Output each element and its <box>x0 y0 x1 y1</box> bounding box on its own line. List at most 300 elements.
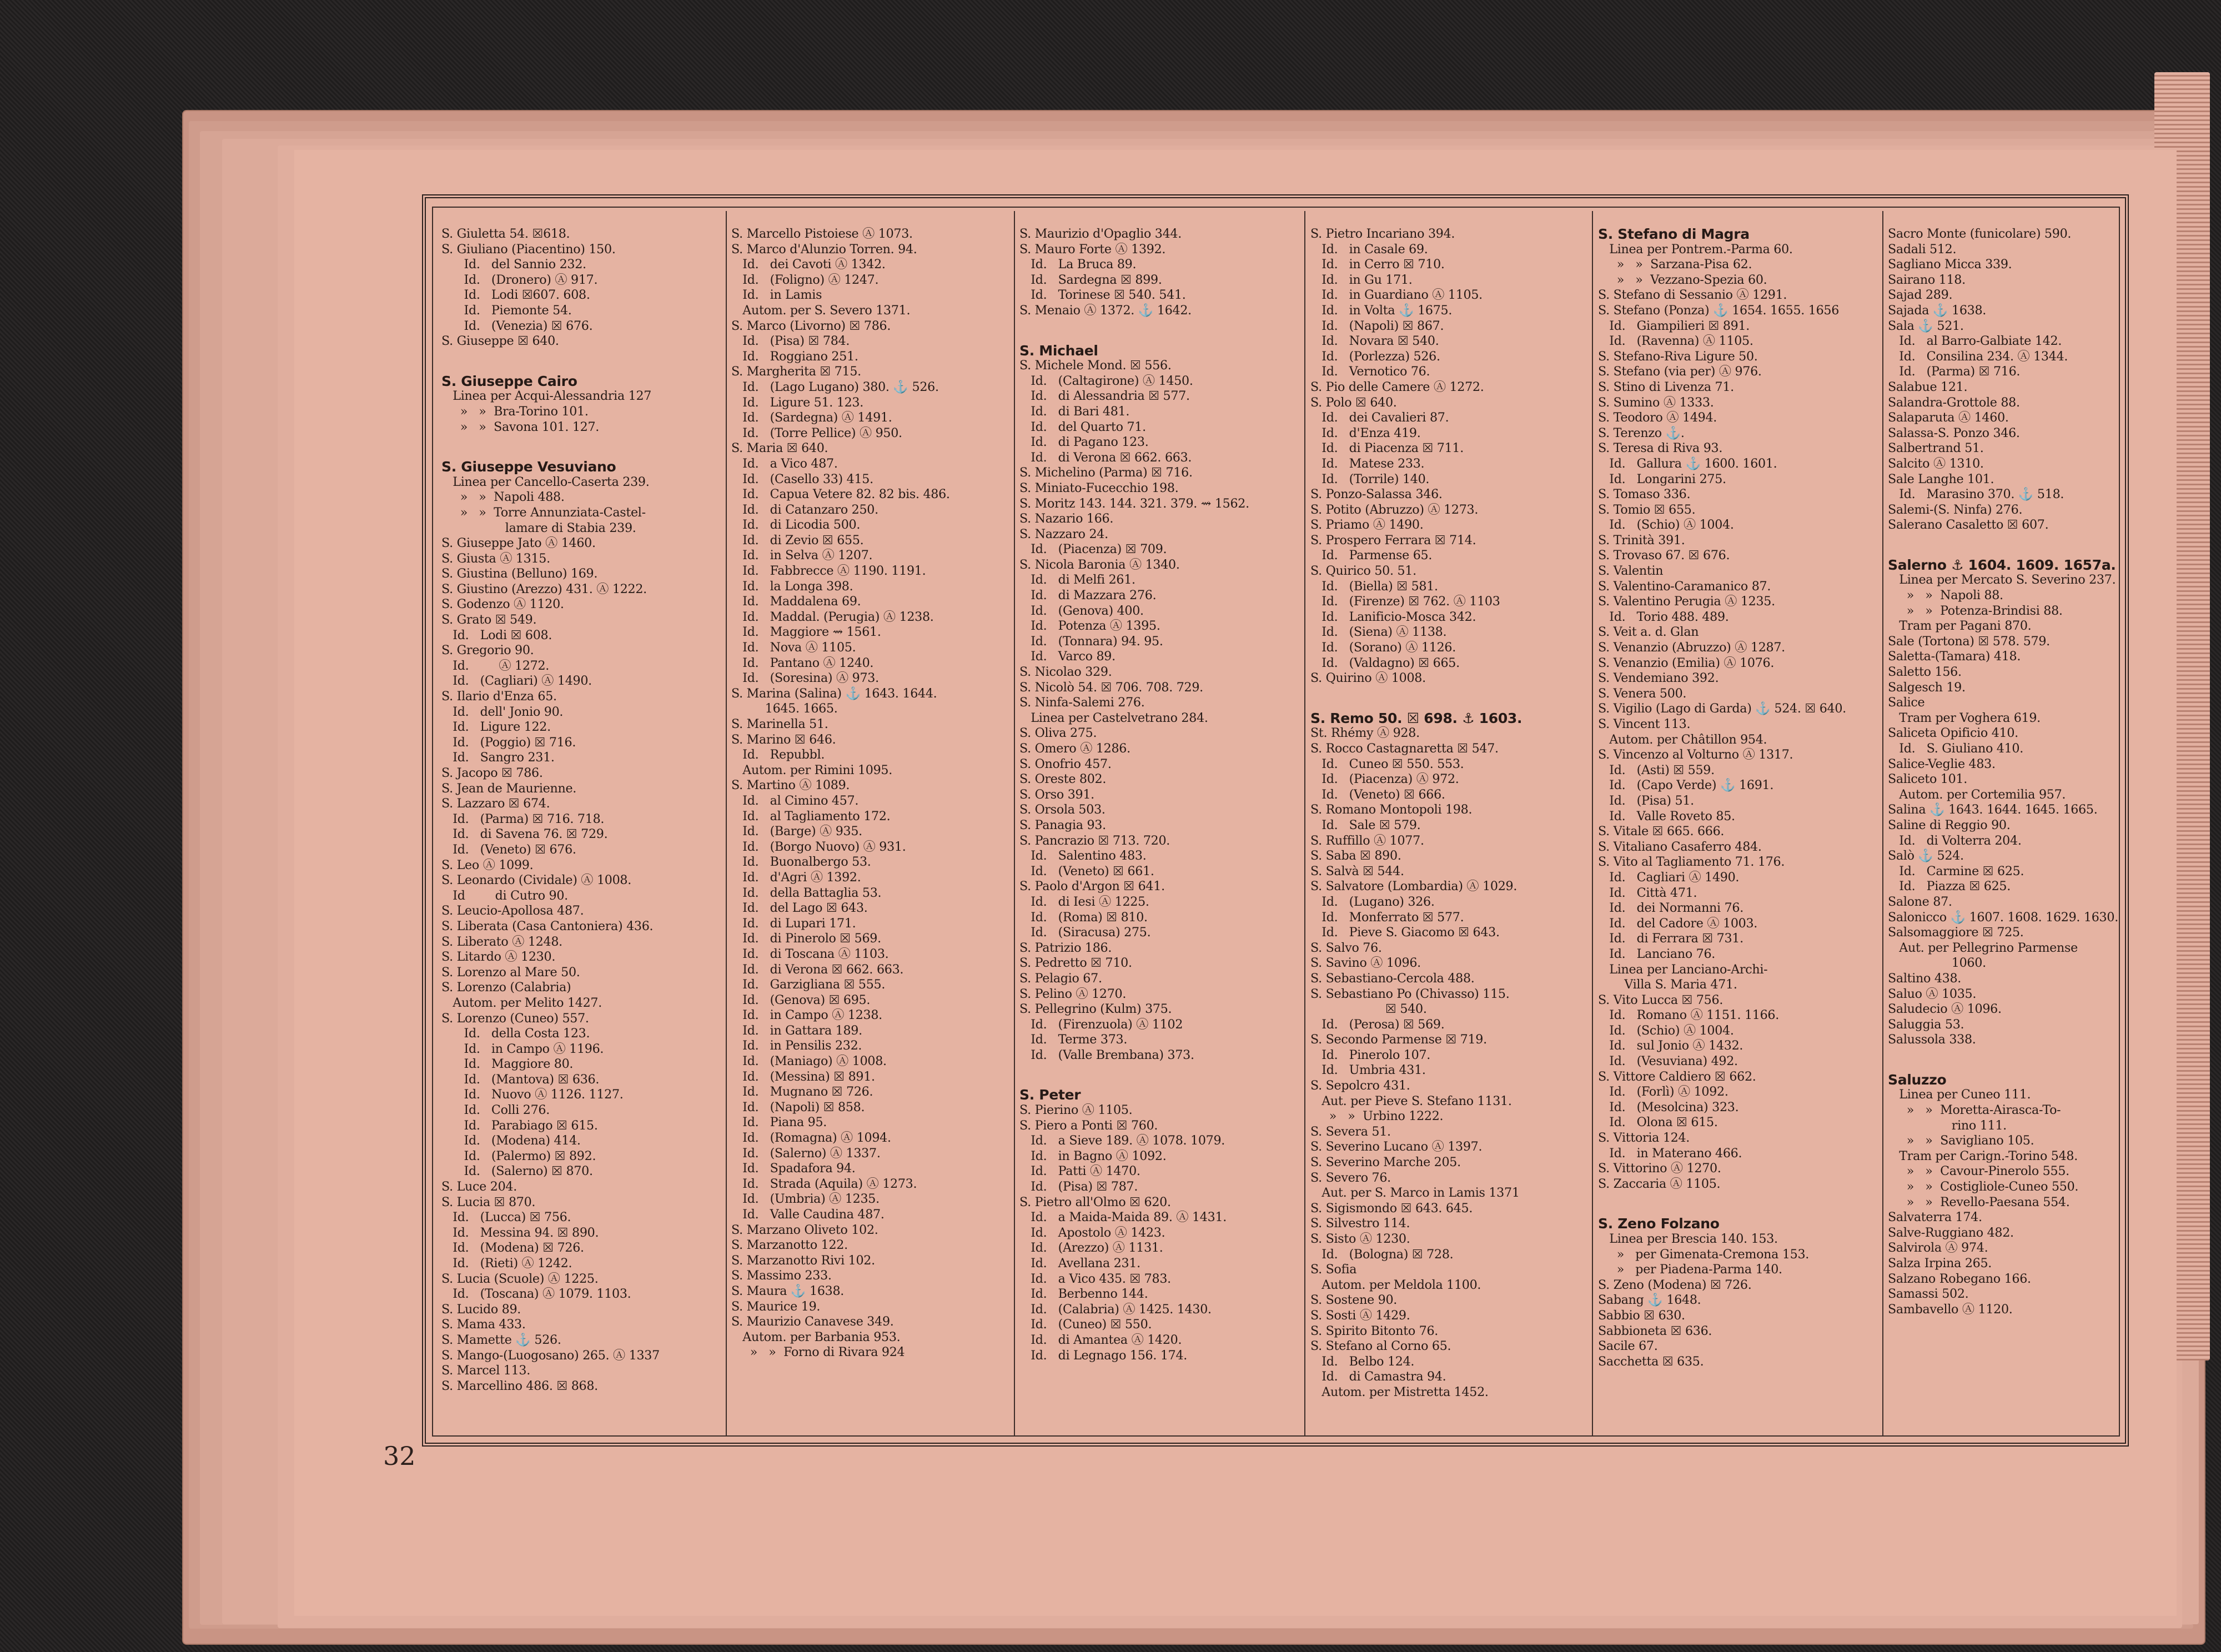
index-entry: Id. (Veneto) ☒ 676. <box>441 842 576 857</box>
index-entry: S. Lazzaro ☒ 674. <box>441 796 550 811</box>
index-entry: Id. Matese 233. <box>1310 456 1425 471</box>
index-entry: S. Michelino (Parma) ☒ 716. <box>1019 465 1193 480</box>
index-entry: Id. (Dronero) Ⓐ 917. <box>441 272 598 287</box>
index-entry: S. Panagia 93. <box>1019 817 1106 832</box>
index-entry: S. Giuseppe Jato Ⓐ 1460. <box>441 536 596 551</box>
index-entry: S. Stefano (Ponza) ⚓ 1654. 1655. 1656 <box>1598 303 1840 318</box>
index-entry: Id. Fabbrecce Ⓐ 1190. 1191. <box>731 564 926 579</box>
index-entry: Id. (Vesuviana) 492. <box>1598 1054 1738 1069</box>
index-entry: Id. Piana 95. <box>731 1115 827 1130</box>
index-entry: Id. in Pensilis 232. <box>731 1038 862 1053</box>
index-entry: Salò ⚓ 524. <box>1888 848 1964 863</box>
section-spacer <box>1019 1063 1287 1087</box>
index-entry: Saletto 156. <box>1888 665 1962 680</box>
index-entry: Id. Ligure 122. <box>441 720 551 735</box>
index-entry: S. Miniato-Fucecchio 198. <box>1019 480 1179 495</box>
index-entry: S. Nicolò 54. ☒ 706. 708. 729. <box>1019 680 1203 695</box>
index-entry: Id. d'Enza 419. <box>1310 425 1421 440</box>
index-entry: Id. (Lucca) ☒ 756. <box>441 1210 571 1225</box>
index-entry: S. Sosti Ⓐ 1429. <box>1310 1308 1410 1323</box>
index-entry: Id. di Verona ☒ 662. 663. <box>1019 450 1192 465</box>
index-entry: S. Saba ☒ 890. <box>1310 848 1401 863</box>
index-entry: ☒ 540. <box>1310 1002 1427 1017</box>
index-entry: Id. (Roma) ☒ 810. <box>1019 910 1148 925</box>
index-entry: S. Mama 433. <box>441 1317 526 1332</box>
index-entry: Sadali 512. <box>1888 242 1957 257</box>
index-entry: Id. Ligure 51. 123. <box>731 395 863 410</box>
index-entry: » » Savigliano 105. <box>1888 1133 2034 1148</box>
index-column-2 <box>731 227 999 1437</box>
index-entry: S. Trovaso 67. ☒ 676. <box>1598 548 1730 563</box>
index-entry: Id. Marasino 370. ⚓ 518. <box>1888 487 2064 502</box>
index-entry: Id. (Salerno) ☒ 870. <box>441 1164 593 1179</box>
index-entry: Saliceta Opificio 410. <box>1888 726 2018 741</box>
index-entry: Id. di Bari 481. <box>1019 404 1130 419</box>
index-entry: » » Napoli 88. <box>1888 588 2003 603</box>
index-entry: Tram per Pagani 870. <box>1888 619 2032 634</box>
index-entry: Id. (Piacenza) ☒ 709. <box>1019 542 1167 557</box>
index-entry: Id. Potenza Ⓐ 1395. <box>1019 619 1160 634</box>
index-entry: Salvaterra 174. <box>1888 1210 1982 1225</box>
index-entry: S. Marzanotto 122. <box>731 1238 848 1253</box>
index-column-6 <box>1888 227 2155 1437</box>
index-entry: S. Polo ☒ 640. <box>1310 395 1397 410</box>
section-spacer <box>1888 533 2155 558</box>
index-entry: Id. Belbo 124. <box>1310 1354 1415 1369</box>
index-entry: Autom. per Meldola 1100. <box>1310 1277 1481 1292</box>
index-entry: S. Ruffillo Ⓐ 1077. <box>1310 833 1424 848</box>
index-entry: Id. (Schio) Ⓐ 1004. <box>1598 518 1734 533</box>
index-entry: Samassi 502. <box>1888 1287 1969 1302</box>
index-entry: Salzano Robegano 166. <box>1888 1271 2031 1286</box>
index-entry: Id. del Sannio 232. <box>441 257 586 272</box>
index-entry: Salgesch 19. <box>1888 680 1966 695</box>
index-entry: Id. Gallura ⚓ 1600. 1601. <box>1598 456 1777 471</box>
index-entry: Id. Lanciano 76. <box>1598 946 1716 961</box>
index-entry: Id. (Torrile) 140. <box>1310 471 1430 486</box>
index-entry: S. Leo Ⓐ 1099. <box>441 857 534 872</box>
index-entry: Linea per Pontrem.-Parma 60. <box>1598 242 1793 257</box>
index-entry: Id. (Sorano) Ⓐ 1126. <box>1310 640 1456 655</box>
index-entry: S. Vincenzo al Volturno Ⓐ 1317. <box>1598 747 1793 762</box>
index-entry: Id. Lanificio-Mosca 342. <box>1310 609 1476 624</box>
index-entry: Id. dei Normanni 76. <box>1598 901 1743 916</box>
index-entry: S. Nicolao 329. <box>1019 665 1112 680</box>
index-entry: Id. (Casello 33) 415. <box>731 471 873 486</box>
index-entry: S. Priamo Ⓐ 1490. <box>1310 518 1424 533</box>
index-entry: S. Quirico 50. 51. <box>1310 564 1416 579</box>
index-entry: Id. Repubbl. <box>731 747 825 762</box>
index-entry: Id. in Materano 466. <box>1598 1146 1742 1161</box>
index-entry: Id. Nuovo Ⓐ 1126. 1127. <box>441 1087 624 1102</box>
index-entry: S. Pelino Ⓐ 1270. <box>1019 986 1127 1001</box>
index-heading: Salerno ⚓ 1604. 1609. 1657a. <box>1888 556 2116 573</box>
index-entry: S. Margherita ☒ 715. <box>731 364 861 379</box>
index-entry: S. Quirino Ⓐ 1008. <box>1310 671 1426 686</box>
index-entry: Id. Maddalena 69. <box>731 594 861 609</box>
index-entry: S. Marcel 113. <box>441 1363 530 1378</box>
index-entry: S. Godenzo Ⓐ 1120. <box>441 597 564 612</box>
index-entry: Id. Parmense 65. <box>1310 548 1433 563</box>
index-entry: Sale Langhe 101. <box>1888 471 1994 486</box>
index-entry: Id. Pantano Ⓐ 1240. <box>731 655 874 670</box>
index-entry: S. Vito Lucca ☒ 756. <box>1598 992 1723 1007</box>
index-entry: Id. (Porlezza) 526. <box>1310 349 1440 364</box>
index-entry: Id di Cutro 90. <box>441 888 568 903</box>
section-spacer <box>1019 319 1287 343</box>
index-entry: Id. (Siena) Ⓐ 1138. <box>1310 625 1447 640</box>
index-entry: » » Urbino 1222. <box>1310 1109 1444 1124</box>
index-entry: Id. in Campo Ⓐ 1238. <box>731 1008 882 1023</box>
index-entry: Aut. per Pieve S. Stefano 1131. <box>1310 1093 1512 1108</box>
index-entry: Salone 87. <box>1888 894 1952 909</box>
index-entry: Id. Nova Ⓐ 1105. <box>731 640 856 655</box>
index-entry: Id. Apostolo Ⓐ 1423. <box>1019 1225 1165 1240</box>
index-entry: S. Sofia <box>1310 1262 1357 1277</box>
index-entry: Id. Parabiago ☒ 615. <box>441 1118 598 1133</box>
index-entry: » » Cavour-Pinerolo 555. <box>1888 1164 2069 1179</box>
index-entry: Id. Valle Caudina 487. <box>731 1207 885 1222</box>
index-entry: Linea per Acqui-Alessandria 127 <box>441 389 652 404</box>
index-entry: Autom. per Mistretta 1452. <box>1310 1384 1489 1399</box>
index-entry: Id. del Cadore Ⓐ 1003. <box>1598 916 1758 931</box>
index-entry: S. Piero a Ponti ☒ 760. <box>1019 1118 1158 1133</box>
index-entry: Id. Capua Vetere 82. 82 bis. 486. <box>731 487 950 502</box>
index-entry: S. Teresa di Riva 93. <box>1598 441 1723 456</box>
index-entry: Id. del Lago ☒ 643. <box>731 901 868 916</box>
index-entry: Id. La Bruca 89. <box>1019 257 1137 272</box>
index-entry: S. Lucia ☒ 870. <box>441 1194 536 1209</box>
index-entry: Id. Berbenno 144. <box>1019 1287 1148 1302</box>
index-entry: S. Sepolcro 431. <box>1310 1078 1410 1093</box>
index-entry: S. Stefano al Corno 65. <box>1310 1339 1451 1354</box>
index-entry: Sajada ⚓ 1638. <box>1888 303 1987 318</box>
index-entry: Id. Cuneo ☒ 550. 553. <box>1310 756 1464 771</box>
index-entry: Id. (Palermo) ☒ 892. <box>441 1148 596 1163</box>
index-entry: S. Pio delle Camere Ⓐ 1272. <box>1310 379 1484 394</box>
index-entry: S. Stefano (via per) Ⓐ 976. <box>1598 364 1762 379</box>
index-entry: S. Valentino Perugia Ⓐ 1235. <box>1598 594 1775 609</box>
index-entry: S. Nazario 166. <box>1019 511 1114 526</box>
index-entry: Sabbioneta ☒ 636. <box>1598 1323 1712 1338</box>
index-entry: S. Mango-(Luogosano) 265. Ⓐ 1337 <box>441 1348 660 1363</box>
index-entry: Salemi-(S. Ninfa) 276. <box>1888 502 2023 517</box>
index-entry: S. Nicola Baronia Ⓐ 1340. <box>1019 557 1180 572</box>
index-entry: Autom. per S. Severo 1371. <box>731 303 911 318</box>
index-entry: Id. Pieve S. Giacomo ☒ 643. <box>1310 925 1500 940</box>
index-entry: Id. in Casale 69. <box>1310 242 1428 257</box>
index-entry: Id. in Selva Ⓐ 1207. <box>731 548 873 563</box>
index-entry: Id. Olona ☒ 615. <box>1598 1115 1718 1130</box>
index-entry: St. Rhémy Ⓐ 928. <box>1310 726 1420 741</box>
index-entry: S. Marino ☒ 646. <box>731 732 836 747</box>
index-entry: Id. di Melfi 261. <box>1019 573 1135 588</box>
index-entry: S. Oliva 275. <box>1019 726 1097 741</box>
index-entry: Id. (Valdagno) ☒ 665. <box>1310 655 1460 670</box>
index-entry: S. Sostene 90. <box>1310 1293 1398 1308</box>
index-entry: Salina ⚓ 1643. 1644. 1645. 1665. <box>1888 802 2098 817</box>
index-entry: Id. Città 471. <box>1598 885 1697 900</box>
index-entry: Autom. per Cortemilia 957. <box>1888 787 2066 802</box>
index-entry: Id. Spadafora 94. <box>731 1161 856 1176</box>
index-entry: Tram per Voghera 619. <box>1888 710 2041 725</box>
index-entry: S. Tomio ☒ 655. <box>1598 502 1696 517</box>
index-entry: Linea per Brescia 140. 153. <box>1598 1232 1778 1246</box>
index-entry: S. Stino di Livenza 71. <box>1598 379 1734 394</box>
section-spacer <box>1310 686 1578 711</box>
index-entry: Id. (Schio) Ⓐ 1004. <box>1598 1023 1734 1038</box>
index-entry: Salandra-Grottole 88. <box>1888 395 2020 410</box>
index-entry: S. Zaccaria Ⓐ 1105. <box>1598 1176 1721 1191</box>
index-entry: Id. Garzigliana ☒ 555. <box>731 977 886 992</box>
index-heading: S. Giuseppe Vesuviano <box>441 459 616 475</box>
index-entry: Id. di Camastra 94. <box>1310 1369 1446 1384</box>
index-entry: Id. (Mesolcina) 323. <box>1598 1099 1739 1114</box>
index-entry: S. Giusta Ⓐ 1315. <box>441 551 550 566</box>
index-column-1 <box>441 227 709 1437</box>
index-entry: S. Veit a. d. Glan <box>1598 625 1699 640</box>
index-entry: Id. Patti Ⓐ 1470. <box>1019 1164 1140 1179</box>
index-entry: Id. (Sardegna) Ⓐ 1491. <box>731 410 892 425</box>
index-entry: Id. Ⓐ 1272. <box>441 658 550 673</box>
index-entry: Id. (Salerno) Ⓐ 1337. <box>731 1146 881 1161</box>
index-entry: Id. (Cuneo) ☒ 550. <box>1019 1317 1152 1332</box>
index-entry: S. Potito (Abruzzo) Ⓐ 1273. <box>1310 502 1479 517</box>
index-entry: Villa S. Maria 471. <box>1598 977 1737 992</box>
index-entry: Id. Buonalbergo 53. <box>731 855 871 870</box>
index-entry: Id. Carmine ☒ 625. <box>1888 863 2024 878</box>
index-entry: S. Pedretto ☒ 710. <box>1019 956 1132 971</box>
index-entry: Id. di Ferrara ☒ 731. <box>1598 931 1743 946</box>
index-entry: S. Pietro all'Olmo ☒ 620. <box>1019 1194 1171 1209</box>
index-entry: Id. la Longa 398. <box>731 579 853 594</box>
index-entry: » » Revello-Paesana 554. <box>1888 1194 2070 1209</box>
index-entry: Id. (Lago Lugano) 380. ⚓ 526. <box>731 379 939 394</box>
index-entry: S. Tomaso 336. <box>1598 487 1691 502</box>
index-entry: Id. in Campo Ⓐ 1196. <box>441 1041 604 1056</box>
index-entry: Id. Consilina 234. Ⓐ 1344. <box>1888 349 2068 364</box>
index-entry: Id. di Piacenza ☒ 711. <box>1310 441 1464 456</box>
index-entry: Id. in Gu 171. <box>1310 272 1413 287</box>
index-entry: Id. sul Jonio Ⓐ 1432. <box>1598 1038 1743 1053</box>
index-entry: Id. d'Agri Ⓐ 1392. <box>731 870 861 885</box>
index-entry: S. Vitale ☒ 665. 666. <box>1598 824 1725 839</box>
index-entry: S. Venera 500. <box>1598 686 1687 701</box>
index-entry: S. Vito al Tagliamento 71. 176. <box>1598 855 1785 870</box>
index-entry: Id. di Licodia 500. <box>731 518 861 533</box>
index-entry: S. Spirito Bitonto 76. <box>1310 1323 1439 1338</box>
index-entry: Sairano 118. <box>1888 272 1966 287</box>
index-entry: Id. (Barge) Ⓐ 935. <box>731 824 862 839</box>
section-spacer <box>1598 1192 1866 1216</box>
index-entry: Id. (Parma) ☒ 716. 718. <box>441 811 605 826</box>
index-entry: Sacchetta ☒ 635. <box>1598 1354 1704 1369</box>
index-entry: S. Orso 391. <box>1019 787 1094 802</box>
index-entry: S. Lorenzo (Calabria) <box>441 980 571 995</box>
index-entry: Id. della Battaglia 53. <box>731 885 882 900</box>
index-entry: Id. dei Cavoti Ⓐ 1342. <box>731 257 886 272</box>
index-entry: S. Vittorino Ⓐ 1270. <box>1598 1161 1721 1176</box>
index-entry: S. Trinità 391. <box>1598 533 1685 548</box>
index-entry: Id. (Maniago) Ⓐ 1008. <box>731 1054 887 1069</box>
index-entry: Id. a Maida-Maida 89. Ⓐ 1431. <box>1019 1210 1227 1225</box>
index-entry: Id. Varco 89. <box>1019 649 1115 664</box>
index-entry: Id. (Tonnara) 94. 95. <box>1019 634 1163 649</box>
index-entry: S. Oreste 802. <box>1019 772 1107 787</box>
index-entry: Id. (Venezia) ☒ 676. <box>441 318 593 333</box>
index-entry: Id. Salentino 483. <box>1019 848 1147 863</box>
index-entry: S. Luce 204. <box>441 1179 517 1194</box>
index-entry: S. Liberata (Casa Cantoniera) 436. <box>441 918 654 933</box>
index-entry: Id. (Genova) 400. <box>1019 603 1144 618</box>
index-entry: Id. S. Giuliano 410. <box>1888 741 2023 756</box>
index-heading: S. Remo 50. ☒ 698. ⚓ 1603. <box>1310 710 1522 726</box>
index-entry: S. Savino Ⓐ 1096. <box>1310 956 1421 971</box>
index-entry: Id. Sangro 231. <box>441 750 555 765</box>
index-entry: S. Marzanotto Rivi 102. <box>731 1253 875 1268</box>
index-entry: S. Menaio Ⓐ 1372. ⚓ 1642. <box>1019 303 1192 318</box>
index-entry: Id. (Romagna) Ⓐ 1094. <box>731 1131 891 1146</box>
index-entry: S. Zeno (Modena) ☒ 726. <box>1598 1277 1752 1292</box>
index-entry: S. Silvestro 114. <box>1310 1216 1410 1231</box>
index-entry: Id. Avellana 231. <box>1019 1256 1140 1271</box>
index-entry: Id. (Messina) ☒ 891. <box>731 1069 875 1084</box>
index-entry: Id. (Siracusa) 275. <box>1019 925 1151 940</box>
index-entry: S. Teodoro Ⓐ 1494. <box>1598 410 1717 425</box>
index-entry: S. Pelagio 67. <box>1019 971 1102 986</box>
index-entry: Id. (Modena) 414. <box>441 1133 581 1148</box>
index-entry: S. Onofrio 457. <box>1019 756 1112 771</box>
page-number: 32 <box>383 1441 416 1471</box>
index-entry: S. Severa 51. <box>1310 1124 1391 1139</box>
index-entry: Salerano Casaletto ☒ 607. <box>1888 518 2049 533</box>
index-entry: Id. Colli 276. <box>441 1103 550 1118</box>
index-entry: S. Michele Mond. ☒ 556. <box>1019 358 1172 373</box>
index-entry: Sala ⚓ 521. <box>1888 318 1964 333</box>
section-spacer <box>1888 1048 2155 1072</box>
index-entry: Id. Strada (Aquila) Ⓐ 1273. <box>731 1176 917 1191</box>
index-entry: Autom. per Barbania 953. <box>731 1329 901 1344</box>
index-entry: S. Vendemiano 392. <box>1598 671 1719 686</box>
index-entry: S. Marcellino 486. ☒ 868. <box>441 1378 598 1393</box>
index-entry: S. Maria ☒ 640. <box>731 441 828 456</box>
index-entry: Id. (Lugano) 326. <box>1310 894 1435 909</box>
index-entry: Saludecio Ⓐ 1096. <box>1888 1002 2002 1017</box>
index-entry: S. Nazzaro 24. <box>1019 526 1108 541</box>
index-entry: Id. dei Cavalieri 87. <box>1310 410 1449 425</box>
index-entry: Id. (Napoli) ☒ 867. <box>1310 318 1444 333</box>
index-entry: Id. (Foligno) Ⓐ 1247. <box>731 272 879 287</box>
index-entry: Id. Lodi ☒ 608. <box>441 627 552 642</box>
index-entry: 1060. <box>1888 956 1986 971</box>
index-entry: Id. di Pagano 123. <box>1019 435 1149 450</box>
index-entry: S. Pellegrino (Kulm) 375. <box>1019 1002 1172 1017</box>
index-entry: Id. (Firenzuola) Ⓐ 1102 <box>1019 1017 1183 1032</box>
index-entry: S. Lucido 89. <box>441 1302 521 1317</box>
index-entry: S. Martino Ⓐ 1089. <box>731 778 850 793</box>
index-entry: » » Napoli 488. <box>441 490 565 505</box>
index-entry: S. Maurice 19. <box>731 1299 821 1314</box>
index-entry: Linea per Cuneo 111. <box>1888 1087 2031 1102</box>
index-entry: » » Potenza-Brindisi 88. <box>1888 603 2063 618</box>
index-entry: S. Pietro Incariano 394. <box>1310 227 1455 241</box>
index-entry: S. Stefano-Riva Ligure 50. <box>1598 349 1758 364</box>
index-entry: Id. (Poggio) ☒ 716. <box>441 735 576 750</box>
index-entry: Id. (Firenze) ☒ 762. Ⓐ 1103 <box>1310 594 1500 609</box>
index-entry: Id. in Cerro ☒ 710. <box>1310 257 1445 272</box>
index-entry: S. Jean de Maurienne. <box>441 781 577 796</box>
index-entry: S. Stefano di Sessanio Ⓐ 1291. <box>1598 288 1787 303</box>
index-entry: S. Liberato Ⓐ 1248. <box>441 934 562 949</box>
index-entry: Id. (Toscana) Ⓐ 1079. 1103. <box>441 1287 631 1302</box>
index-entry: S. Gregorio 90. <box>441 643 534 658</box>
index-entry: Sambavello Ⓐ 1120. <box>1888 1302 2013 1317</box>
index-entry: Id. al Cimino 457. <box>731 793 859 808</box>
index-entry: Linea per Cancello-Caserta 239. <box>441 474 650 489</box>
index-entry: Id. Piemonte 54. <box>441 303 572 318</box>
index-column-5 <box>1598 227 1866 1437</box>
index-entry: Id. di Lupari 171. <box>731 916 856 931</box>
index-entry: Id. Cagliari Ⓐ 1490. <box>1598 870 1740 885</box>
index-heading: S. Stefano di Magra <box>1598 227 1750 242</box>
index-entry: Id. del Quarto 71. <box>1019 419 1146 434</box>
index-entry: S. Marco (Livorno) ☒ 786. <box>731 318 891 333</box>
index-entry: S. Vittoria 124. <box>1598 1131 1690 1146</box>
index-entry: Salbertrand 51. <box>1888 441 1984 456</box>
index-entry: Id. dell' Jonio 90. <box>441 704 564 719</box>
index-entry: S. Giustino (Arezzo) 431. Ⓐ 1222. <box>441 581 647 596</box>
index-entry: Id. di Catanzaro 250. <box>731 502 878 517</box>
index-entry: Id. Roggiano 251. <box>731 349 858 364</box>
index-entry: Salabue 121. <box>1888 379 1968 394</box>
index-entry: Id. di Pinerolo ☒ 569. <box>731 931 881 946</box>
index-heading: S. Giuseppe Cairo <box>441 373 577 389</box>
index-entry: Id. (Modena) ☒ 726. <box>441 1241 584 1256</box>
index-entry: Salice <box>1888 695 1925 710</box>
index-entry: S. Vittore Caldiero ☒ 662. <box>1598 1069 1756 1084</box>
index-entry: lamare di Stabia 239. <box>441 520 636 535</box>
index-entry: Id. della Costa 123. <box>441 1026 590 1041</box>
index-entry: Id. (Biella) ☒ 581. <box>1310 579 1438 594</box>
index-entry: S. Lorenzo al Mare 50. <box>441 965 580 980</box>
index-entry: Id. (Parma) ☒ 716. <box>1888 364 2021 379</box>
index-entry: Id. Sardegna ☒ 899. <box>1019 272 1162 287</box>
index-column-4 <box>1310 227 1578 1437</box>
index-entry: Salice-Veglie 483. <box>1888 756 1996 771</box>
index-entry: » » Bra-Torino 101. <box>441 404 589 419</box>
index-entry: Id. in Gattara 189. <box>731 1023 862 1038</box>
index-entry: Id. (Bologna) ☒ 728. <box>1310 1247 1454 1262</box>
index-entry: S. Marzano Oliveto 102. <box>731 1222 878 1237</box>
index-entry: Id. (Asti) ☒ 559. <box>1598 762 1715 777</box>
index-entry: S. Massimo 233. <box>731 1268 832 1283</box>
index-entry: Aut. per S. Marco in Lamis 1371 <box>1310 1186 1520 1201</box>
index-entry: S. Maura ⚓ 1638. <box>731 1283 845 1298</box>
index-entry: Id. (Ravenna) Ⓐ 1105. <box>1598 334 1753 349</box>
index-entry: Id. Torinese ☒ 540. 541. <box>1019 288 1186 303</box>
index-heading: Saluzzo <box>1888 1071 1947 1088</box>
index-entry: S. Pierino Ⓐ 1105. <box>1019 1103 1133 1118</box>
index-entry: Id. di Mazzara 276. <box>1019 588 1157 603</box>
index-entry: Salonicco ⚓ 1607. 1608. 1629. 1630. <box>1888 910 2118 925</box>
index-entry: S. Leucio-Apollosa 487. <box>441 903 584 918</box>
index-entry: Saluggia 53. <box>1888 1017 1964 1032</box>
index-entry: Id. in Lamis <box>731 288 822 303</box>
index-entry: Salussola 338. <box>1888 1032 1976 1047</box>
index-entry: Id. di Zevio ☒ 655. <box>731 533 864 548</box>
index-entry: Id. di Alessandria ☒ 577. <box>1019 389 1190 404</box>
index-entry: » » Moretta-Airasca-To- <box>1888 1103 2061 1118</box>
